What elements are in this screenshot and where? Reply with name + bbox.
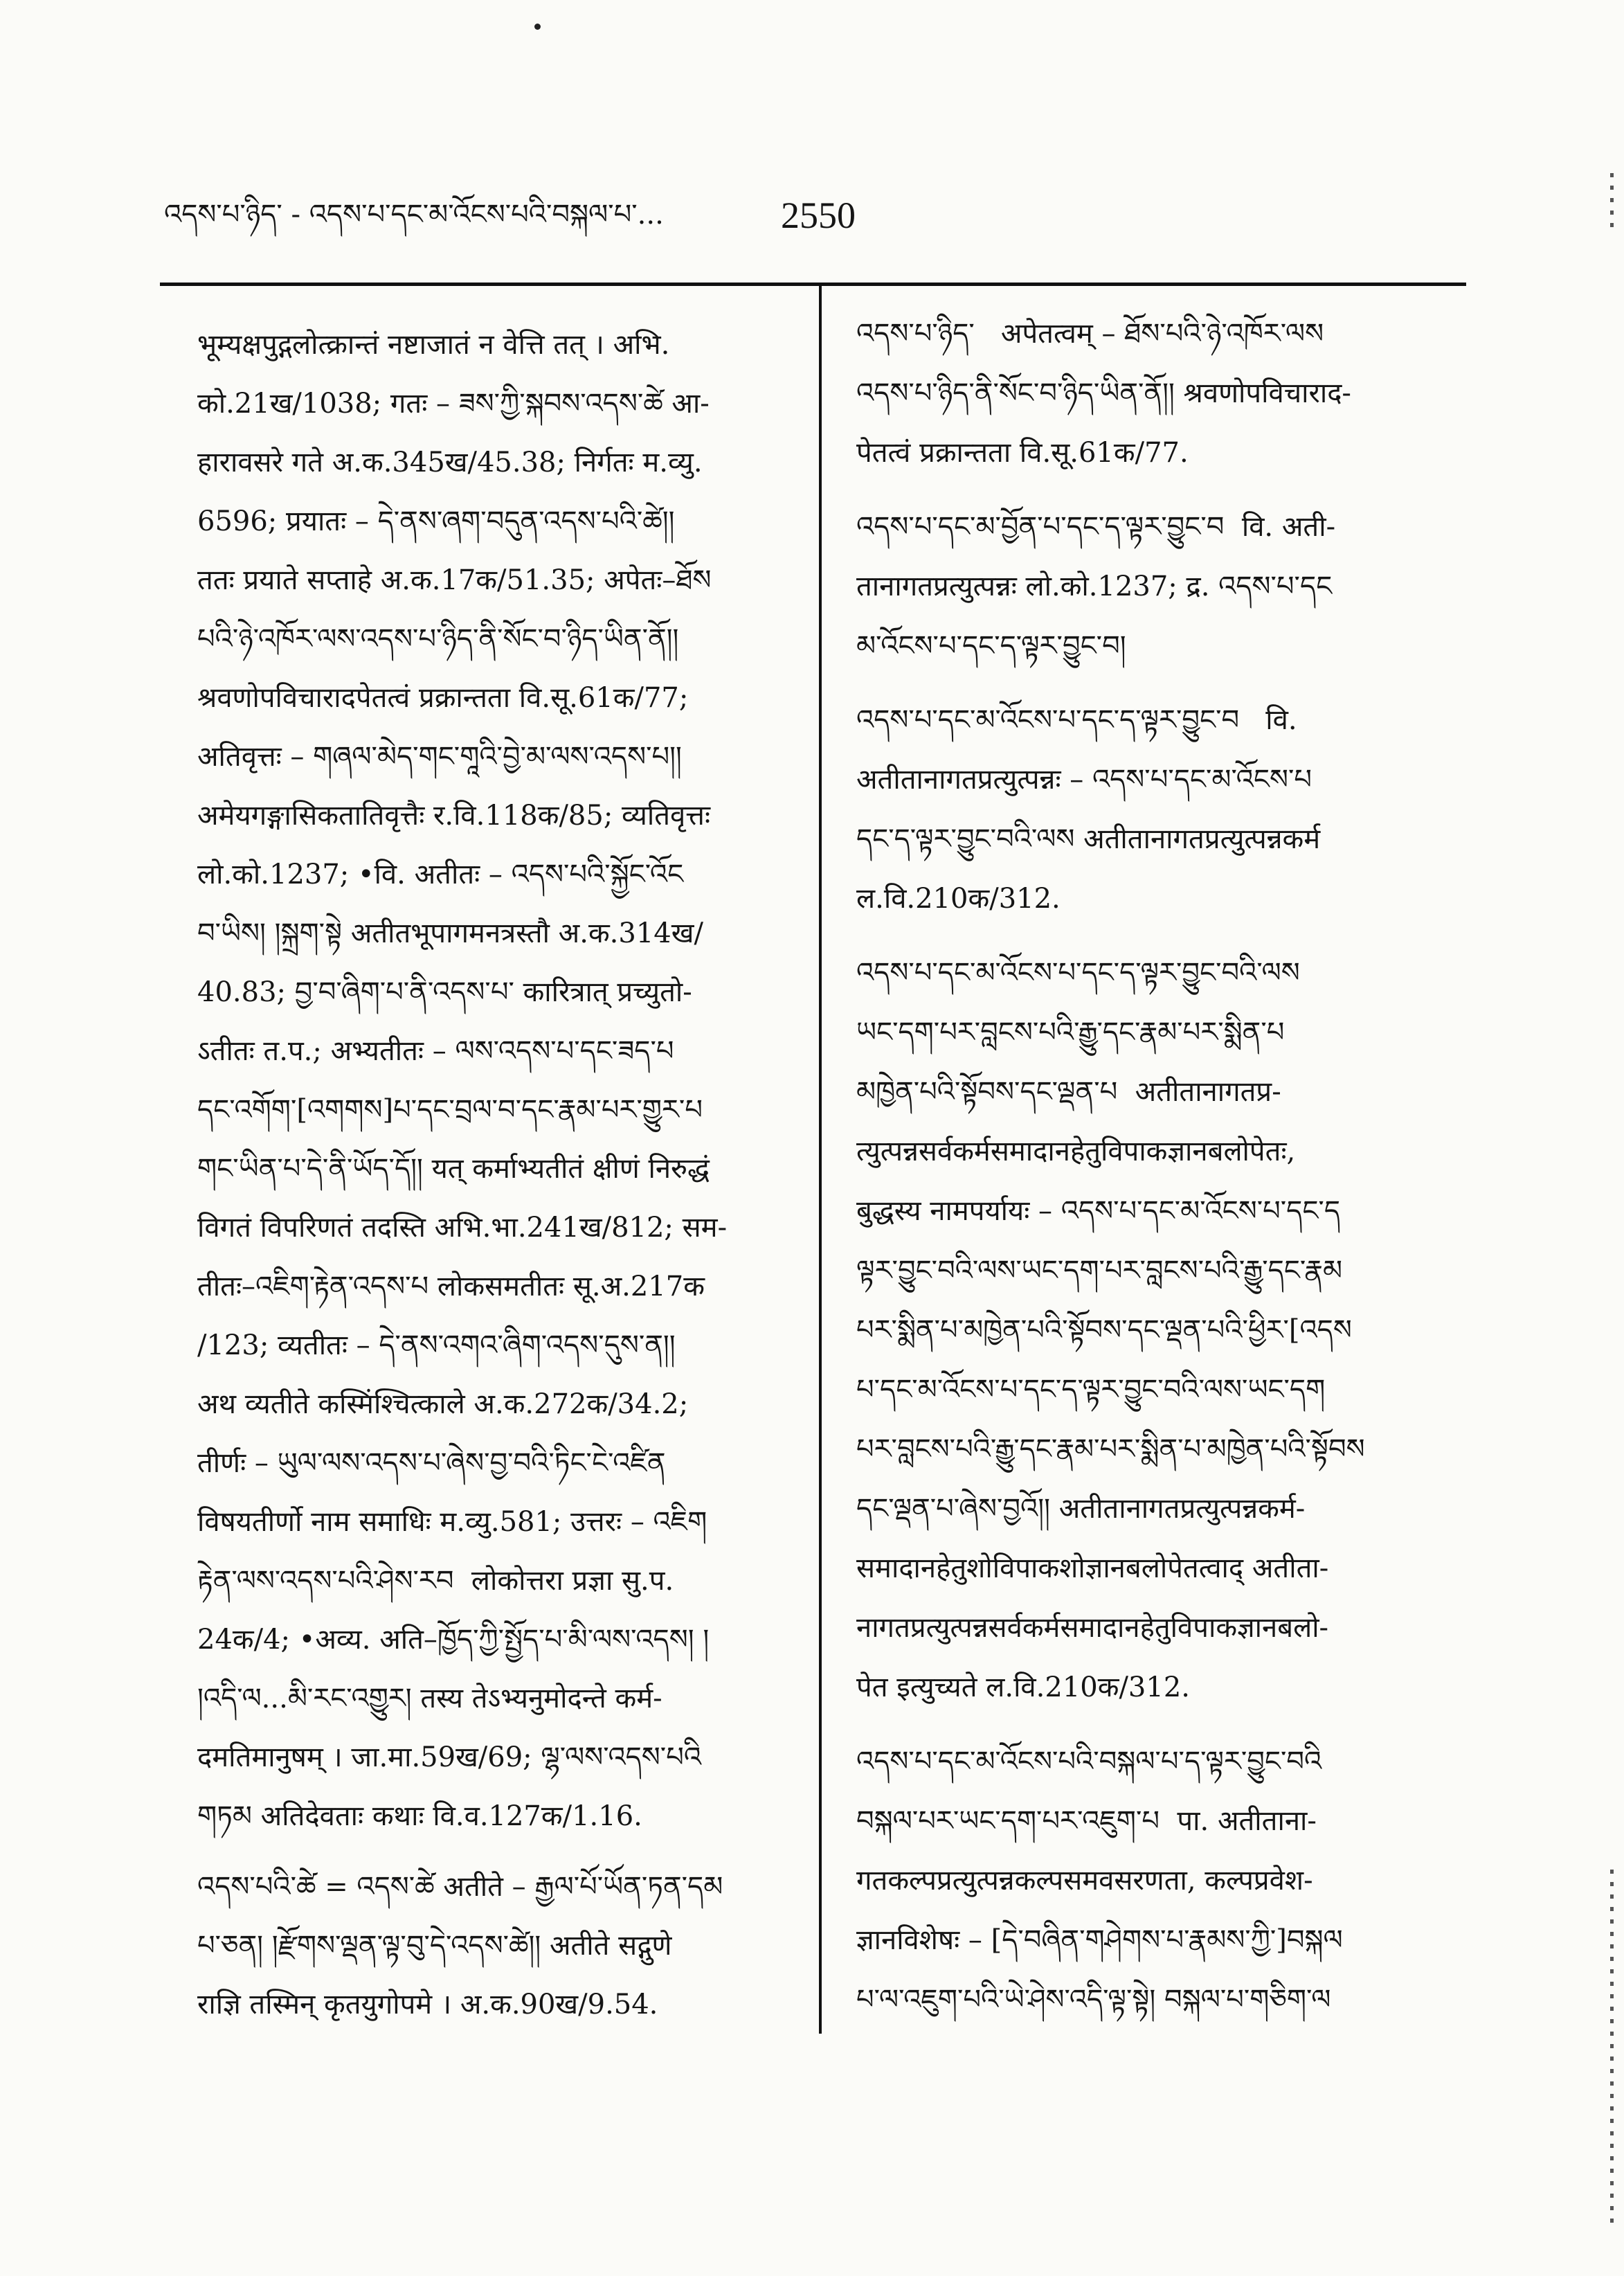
line-text: पेतत्वं प्रक्रान्तता वि.सू.61क/77. (856, 437, 1189, 469)
entry-line (197, 551, 793, 610)
entry-line (856, 1003, 1479, 1062)
line-text: अथ व्यतीते कस्मिंश्चित्काले अ.क.272क/34.2; (197, 1388, 689, 1420)
entry-line (197, 1316, 793, 1375)
line-text: རྟེན་ལས་འདས་པའི་ཤེས་རབ लोकोत्तरा प्रज्ञा सु.प. (197, 1565, 674, 1597)
entry-line (197, 1022, 793, 1081)
entry-line (856, 1910, 1479, 1970)
line-text: འདས་པ་ཉིད་ནི་སོང་བ་ཉིད་ཡིན་ནོ།། श्रवणोपविचाराद- (856, 377, 1351, 409)
entry-line (856, 497, 1479, 557)
line-text: དང་ད་ལྟར་བྱུང་བའི་ལས अतीतानागतप्रत्युत्पन्नकर्म (856, 823, 1321, 855)
line-text: अतिवृत्तः – གཞལ་མེད་གང་གཱའི་བྱེ་མ་ལས་འདས་པ།། (197, 741, 682, 773)
line-text: འདས་པ་ཉིད་ अपेतत्वम् – ཐོས་པའི་ཉེ་འཁོར་ལས (856, 318, 1324, 350)
line-text: གཏམ अतिदेवताः कथाः वि.व.127क/1.16. (197, 1800, 642, 1832)
line-text: 40.83; བྱ་བ་ཞིག་པ་ནི་འདས་པ་ कारित्रात् प्रच्युतो- (197, 976, 692, 1008)
line-text: ल.वि.210क/312. (856, 883, 1061, 915)
entry-line (197, 316, 793, 375)
entry-line (856, 750, 1479, 809)
entry-line (856, 1851, 1479, 1910)
entry-line (856, 1181, 1479, 1241)
line-text: राज्ञि तस्मिन् कृतयुगोपमे । अ.क.90ख/9.54. (197, 1989, 658, 2020)
entry-line (856, 616, 1479, 676)
entry-line (197, 787, 793, 845)
line-text: འདས་པ་དང་མ་བྱོན་པ་དང་ད་ལྟར་བྱུང་བ वि. अती- (856, 511, 1336, 543)
dictionary-entry (856, 690, 1479, 929)
dictionary-entry (197, 316, 793, 1846)
entry-line (856, 1300, 1479, 1360)
scan-edge-artifact (1610, 173, 1614, 229)
line-text: तीर्णः – ཡུལ་ལས་འདས་པ་ཞེས་བྱ་བའི་ཏིང་ངེ་འཛིན (197, 1447, 666, 1479)
entry-line (197, 1858, 793, 1917)
entry-line (856, 1791, 1479, 1851)
entry-line (856, 304, 1479, 364)
line-text: दमतिमानुषम् । जा.मा.59ख/69; ལྷ་ལས་འདས་པའི (197, 1741, 702, 1773)
line-text: བ་ཡིས། །སྐྲག་སྟེ अतीतभूपागमनत्रस्तौ अ.क.314ख/ (197, 917, 703, 949)
line-text: ཡང་དག་པར་བླངས་པའི་རྒྱུ་དང་རྣམ་པར་སྨིན་པ (856, 1016, 1285, 1048)
entry-line (856, 1658, 1479, 1717)
entry-line (197, 1669, 793, 1728)
entry-line (197, 1434, 793, 1493)
entry-line (197, 1375, 793, 1434)
line-text: མ་འོངས་པ་དང་ད་ལྟར་བྱུང་བ། (856, 630, 1126, 662)
line-text: པར་བླངས་པའི་རྒྱུ་དང་རྣམ་པར་སྨིན་པ་མཁྱེན་པའི་སྟོབས (856, 1433, 1365, 1465)
entry-line (856, 557, 1479, 616)
line-text: विगतं विपरिणतं तदस्ति अभि.भा.241ख/812; सम- (197, 1212, 728, 1244)
entry-line (856, 423, 1479, 483)
entry-line (856, 690, 1479, 750)
line-text: लो.को.1237; •वि. अतीतः – འདས་པའི་སྐྱོང་འོང (197, 859, 684, 890)
entry-line (197, 1611, 793, 1669)
page-number: 2550 (781, 195, 856, 236)
line-text: འདས་པ་དང་མ་འོངས་པ་དང་ད་ལྟར་བྱུང་བ वि. (856, 704, 1297, 736)
line-text: །འདི་ལ...མི་རང་འགྱུར། तस्य तेऽभ्यनुमोदन्ते कर्म- (197, 1683, 662, 1714)
entry-line (197, 1493, 793, 1552)
line-text: नागतप्रत्युत्पन्नसर्वकर्मसमादानहेतुविपाकज्ञानबलो- (856, 1612, 1329, 1644)
entry-line (197, 433, 793, 492)
scan-edge-artifact (1610, 1870, 1614, 2230)
column-divider (819, 285, 822, 2034)
line-text: ततः प्रयाते सप्ताहे अ.क.17क/51.35; अपेतः–ཐོས (197, 564, 712, 596)
line-text: गतकल्पप्रत्युत्पन्नकल्पसमवसरणता, कल्पप्रवेश- (856, 1865, 1313, 1897)
entry-line (197, 904, 793, 963)
line-text: त्युत्पन्नसर्वकर्मसमादानहेतुविपाकज्ञानबलोपेतः, (856, 1136, 1296, 1167)
line-text: तीतः–འཇིག་རྟེན་འདས་པ लोकसमतीतः सू.अ.217क (197, 1271, 705, 1302)
dictionary-entry (856, 943, 1479, 1717)
entry-line (197, 1081, 793, 1140)
running-head (164, 185, 766, 244)
dictionary-entry (856, 1732, 1479, 2029)
line-text: འདས་པ་དང་མ་འོངས་པའི་བསྐལ་པ་ད་ལྟར་བྱུང་བའི (856, 1746, 1322, 1777)
line-text: अमेयगङ्गासिकतातिवृत्तैः र.वि.118क/85; व्यतिवृत्तः (197, 800, 711, 832)
entry-line (197, 1917, 793, 1975)
right-column (856, 304, 1479, 2029)
entry-line (197, 375, 793, 433)
entry-line (856, 1598, 1479, 1658)
entry-line (197, 845, 793, 904)
entry-line (197, 1140, 793, 1199)
entry-line (856, 1732, 1479, 1791)
dictionary-entry (856, 304, 1479, 483)
entry-line (856, 1479, 1479, 1539)
line-text: हारावसरे गते अ.क.345ख/45.38; निर्गतः म.व्यु. (197, 447, 703, 478)
entry-line (856, 1539, 1479, 1598)
entry-line (197, 1728, 793, 1787)
line-text: པ་ལ་འཇུག་པའི་ཡེ་ཤེས་འདི་ལྟ་སྟེ། བསྐལ་པ་གཅིག་ལ (856, 1984, 1331, 2016)
entry-line (856, 364, 1479, 423)
line-text: /123; व्यतीतः – དེ་ནས་འགའ་ཞིག་འདས་དུས་ན།། (197, 1329, 676, 1361)
line-text: ལྟར་བྱུང་བའི་ལས་ཡང་དག་པར་བླངས་པའི་རྒྱུ་དང་རྣམ (856, 1255, 1343, 1287)
entry-line (856, 1122, 1479, 1181)
line-text: अतीतानागतप्रत्युत्पन्नः – འདས་པ་དང་མ་འོངས་པ (856, 764, 1312, 796)
entry-line (197, 1199, 793, 1257)
entry-line (197, 1975, 793, 2034)
line-text: 6596; प्रयातः – དེ་ནས་ཞག་བདུན་འདས་པའི་ཚེ།། (197, 505, 675, 537)
line-text: श्रवणोपविचारादपेतत्वं प्रक्रान्तता वि.सू.61क/77; (197, 682, 689, 714)
line-text: པར་སྨིན་པ་མཁྱེན་པའི་སྟོབས་དང་ལྡན་པའི་ཕྱིར་[འདས (856, 1314, 1352, 1346)
line-text: तानागतप्रत्युत्पन्नः लो.को.1237; द्र. འདས་པ་དང (856, 571, 1333, 602)
scan-speck (534, 24, 541, 30)
entry-line (856, 1241, 1479, 1300)
entry-line (197, 610, 793, 669)
entry-line (197, 963, 793, 1022)
line-text: གང་ཡིན་པ་དེ་ནི་ཡོད་དོ།། यत् कर्माभ्यतीतं क्षीणं निरुद्धं (197, 1153, 710, 1185)
entry-line (856, 1360, 1479, 1419)
dictionary-entry (856, 497, 1479, 676)
entry-line (856, 1062, 1479, 1122)
line-text: समादानहेतुशोविपाकशोज्ञानबलोपेतत्वाद् अतीता- (856, 1552, 1329, 1584)
left-column (197, 316, 793, 2034)
line-text: ऽतीतः त.प.; अभ्यतीतः – ལས་འདས་པ་དང་ཟད་པ (197, 1035, 674, 1067)
dictionary-entry (197, 1858, 793, 2034)
entry-line (197, 1257, 793, 1316)
line-text: མཁྱེན་པའི་སྟོབས་དང་ལྡན་པ अतीतानागतप्र- (856, 1076, 1281, 1108)
line-text: 24क/4; •अव्य. अति–ཁྱོད་ཀྱི་སྤྱོད་པ་མི་ལས་འདས། ། (197, 1624, 710, 1656)
entry-line (197, 492, 793, 551)
entry-line (197, 1787, 793, 1846)
entry-line (856, 869, 1479, 929)
line-text: པ་དང་མ་འོངས་པ་དང་ད་ལྟར་བྱུང་བའི་ལས་ཡང་དག (856, 1374, 1326, 1406)
line-text: དང་འགོག་[འགགས]པ་དང་བྲལ་བ་དང་རྣམ་པར་གྱུར་པ (197, 1094, 703, 1126)
entry-line (856, 809, 1479, 869)
header-rule (160, 283, 1466, 286)
line-text: बुद्धस्य नामपर्यायः – འདས་པ་དང་མ་འོངས་པ་དང་ད (856, 1195, 1340, 1227)
line-text: དང་ལྡན་པ་ཞེས་བྱའོ།། अतीतानागतप्रत्युत्पन्नकर्म- (856, 1493, 1306, 1525)
entry-line (197, 1552, 793, 1611)
line-text: འདས་པ་དང་མ་འོངས་པ་དང་ད་ལྟར་བྱུང་བའི་ལས (856, 957, 1300, 989)
line-text: བསྐལ་པར་ཡང་དག་པར་འཇུག་པ पा. अतीताना- (856, 1805, 1317, 1837)
running-head-text: འདས་པ་ཉིད་ - འདས་པ་དང་མ་འོངས་པའི་བསྐལ་པ་... (164, 199, 664, 231)
entry-line (856, 1419, 1479, 1479)
entry-line (197, 669, 793, 728)
line-text: ज्ञानविशेषः – [དེ་བཞིན་གཤེགས་པ་རྣམས་ཀྱི་]བསྐལ (856, 1924, 1343, 1956)
line-text: पेत इत्युच्यते ल.वि.210क/312. (856, 1672, 1190, 1703)
line-text: को.21ख/1038; गतः – ཟས་ཀྱི་སྐབས་འདས་ཚེ आ- (197, 388, 710, 420)
entry-line (856, 1970, 1479, 2029)
line-text: विषयतीर्णो नाम समाधिः म.व्यु.581; उत्तरः – འཇིག (197, 1506, 707, 1538)
line-text: པ་ཅན། །རྫོགས་ལྡན་ལྟ་བུ་དེ་འདས་ཚེ།། अतीते सद्गुणे (197, 1930, 672, 1962)
line-text: भूम्यक्षपुद्गलोत्क्रान्तं नष्टाजातं न वेत्ति तत् । अभि. (197, 329, 670, 361)
entry-line (856, 943, 1479, 1003)
line-text: པའི་ཉེ་འཁོར་ལས་འདས་པ་ཉིད་ནི་སོང་བ་ཉིད་ཡིན་ནོ།། (197, 623, 679, 655)
entry-line (197, 728, 793, 787)
line-text: འདས་པའི་ཚེ = འདས་ཚེ अतीते – རྒྱལ་པོ་ཡོན་ཏན་དམ (197, 1871, 723, 1903)
